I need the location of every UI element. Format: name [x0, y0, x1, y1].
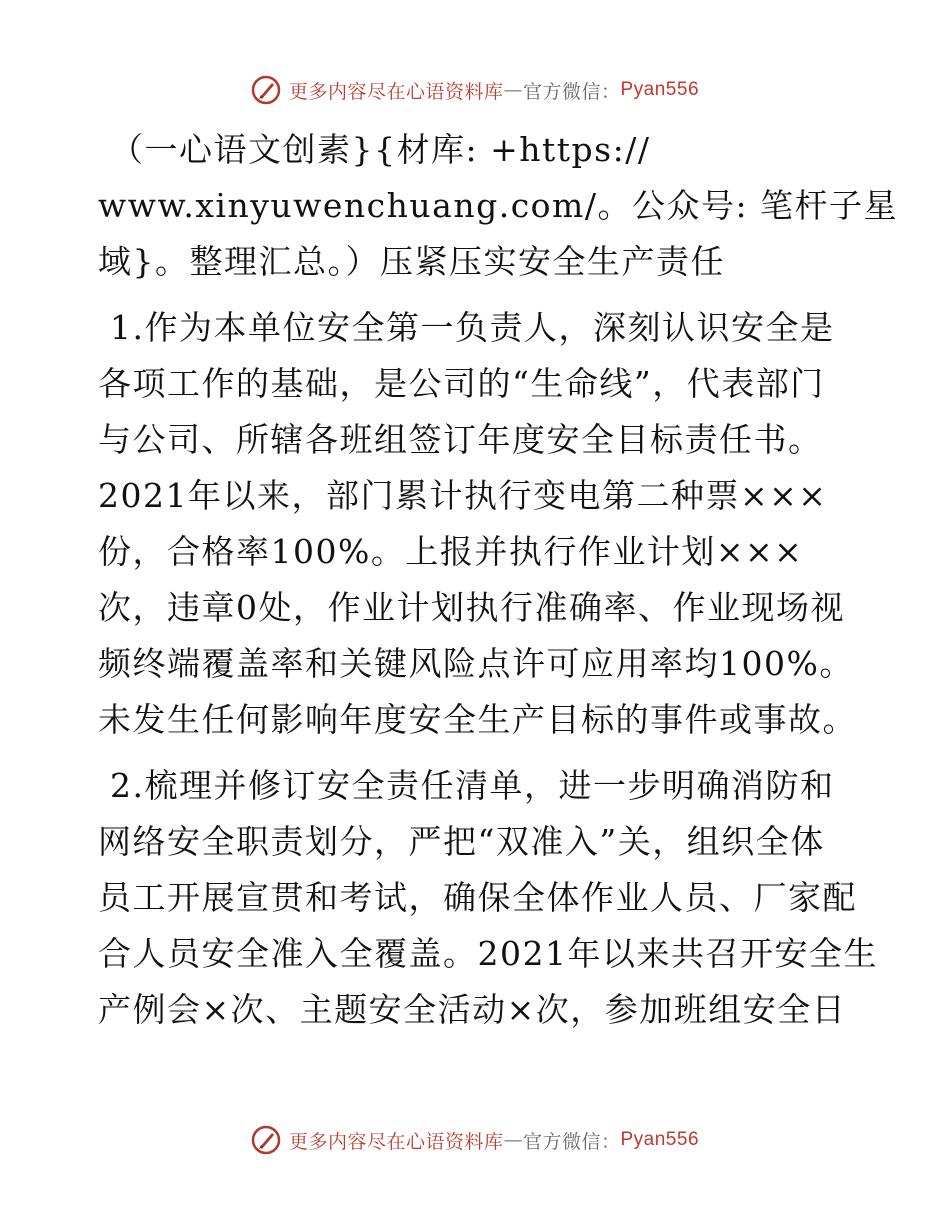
- text-line: 产例会×次、主题安全活动×次，参加班组安全日: [98, 990, 847, 1029]
- text-line: www.xinyuwenchuang.com/。公众号: 笔杆子星: [98, 186, 899, 225]
- banner-wechat-label: 官方微信：: [522, 1130, 621, 1153]
- quill-pen-icon: [251, 75, 281, 105]
- text-line: 与公司、所辖各班组签订年度安全目标责任书。: [98, 420, 823, 459]
- text-line: 2021年以来，部门累计执行变电第二种票×××: [98, 476, 828, 515]
- header-watermark: [0, 68, 950, 112]
- banner-text: 更多内容尽在心语资料库: [288, 1130, 504, 1153]
- banner-wechat-id: Pyan556: [620, 1129, 700, 1150]
- paragraph-2: [98, 758, 878, 1038]
- document-body: [98, 122, 899, 1038]
- text-line: 未发生任何影响年度安全生产目标的事件或事故。: [98, 700, 857, 739]
- banner-separator: —: [503, 79, 523, 101]
- paragraph-intro: [98, 122, 899, 290]
- text-line: （一心语文创素}{材库: +https://: [110, 130, 651, 169]
- text-line: 份，合格率100%。上报并执行作业计划×××: [98, 532, 804, 571]
- paragraph-1: [98, 300, 858, 748]
- text-line: 2.梳理并修订安全责任清单，进一步明确消防和: [110, 766, 835, 805]
- text-line: 各项工作的基础，是公司的“生命线”，代表部门: [98, 364, 825, 403]
- banner-wechat-id: Pyan556: [620, 79, 700, 100]
- text-line: 次，违章0处，作业计划执行准确率、作业现场视: [98, 588, 845, 627]
- footer-watermark: [0, 1118, 950, 1162]
- banner-separator: —: [503, 1129, 523, 1151]
- banner-text: 更多内容尽在心语资料库: [288, 80, 504, 103]
- text-line: 域}。整理汇总。）压紧压实安全生产责任: [98, 242, 725, 281]
- quill-pen-icon: [251, 1125, 281, 1155]
- text-line: 员工开展宣贯和考试，确保全体作业人员、厂家配: [98, 878, 857, 917]
- text-line: 网络安全职责划分，严把“双准入”关，组织全体: [98, 822, 825, 861]
- text-line: 1.作为本单位安全第一负责人，深刻认识安全是: [110, 308, 835, 347]
- banner-wechat-label: 官方微信：: [522, 80, 621, 103]
- text-line: 频终端覆盖率和关键风险点许可应用率均100%。: [98, 644, 854, 683]
- text-line: 合人员安全准入全覆盖。2021年以来共召开安全生: [98, 934, 878, 973]
